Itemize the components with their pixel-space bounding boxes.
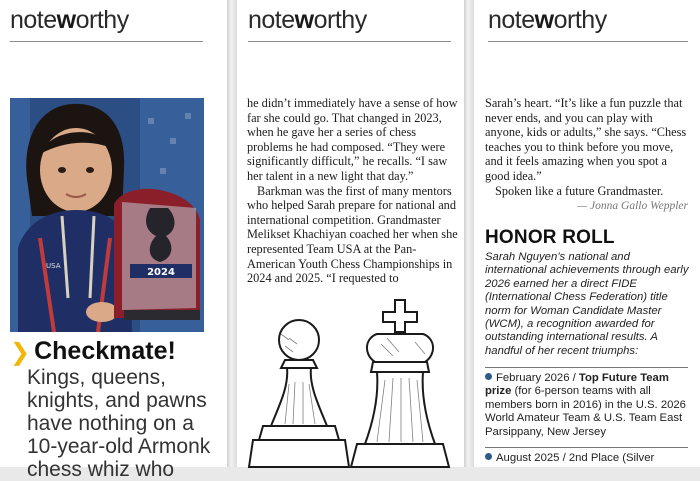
section-header: [248, 6, 367, 36]
chess-pieces-illustration: [245, 294, 457, 467]
article-deck: Kings, queens, knights, and pawns have nothing on a 10-year-old Armonk chess whiz who: [27, 366, 211, 481]
divider: [485, 367, 688, 368]
article-body: [485, 96, 688, 214]
article-title: Checkmate!: [34, 337, 176, 365]
article-body: [247, 96, 459, 286]
item-date: February 2026 /: [496, 372, 576, 384]
item-date: August 2025 /: [496, 452, 566, 464]
header-bold: w: [294, 6, 314, 34]
header-post: orthy: [313, 6, 367, 34]
body-paragraph: Spoken like a future Grandmaster.: [495, 183, 664, 198]
item-detail: 2nd Place (Silver: [565, 452, 655, 464]
header-pre: note: [10, 6, 57, 34]
honor-roll-item: [485, 372, 690, 439]
header-rule: [10, 41, 203, 42]
page-middle: [237, 0, 464, 467]
header-post: orthy: [75, 6, 129, 34]
header-rule: [248, 41, 451, 42]
trophy-year-text: 2024: [147, 267, 175, 278]
body-paragraph: he didn’t immediately have a sense of how far she could go. That changed in 2023, when he gave her a series of chess problems he had composed. “They were significantly difficult,” he recalls. “I saw her talent in a new light that day.”: [247, 96, 458, 183]
header-bold: w: [534, 6, 554, 34]
page-right: [474, 0, 700, 467]
page-gutter-right: [464, 0, 474, 467]
bullet-icon: [485, 453, 492, 460]
honor-roll-heading: HONOR ROLL: [485, 227, 615, 248]
page-gutter-left: [227, 0, 237, 467]
body-paragraph: Barkman was the first of many mentors who helped Sarah prepare for national and international competition. Grandmaster Melikset Khachiyan coached her when she represented Team USA at the Pan-American Youth Chess Championships in 2024 and 2025. “I requested to: [247, 183, 458, 286]
header-pre: note: [488, 6, 535, 34]
lanyard-text: USA: [46, 262, 61, 270]
divider: [485, 447, 688, 448]
header-bold: w: [56, 6, 76, 34]
article-title-row: [10, 339, 225, 364]
honor-roll-intro: Sarah Nguyen’s national and international achievements through early 2026 earned her a direct FIDE (International Chess Federation) title norm for Woman Candidate Master (WCM), a recognition awarded for outstanding international results. A handful of her recent triumphs:: [485, 251, 689, 357]
honor-roll-item: [485, 452, 690, 465]
body-paragraph: Sarah’s heart. “It’s like a fun puzzle that never ends, and you can play with anyone, kids or adults,” she says. “Chess teaches you to think before you move, and it feels amazing when you spot a good idea.”: [485, 96, 687, 183]
header-post: orthy: [553, 6, 607, 34]
item-detail: (for 6-person teams with all members born in 2016) in the U.S. 2026 World Amateur Team & U.S. Team East Parsippany, New Jersey: [485, 385, 686, 438]
item-award: Top Future Team prize: [485, 372, 669, 398]
header-rule: [488, 41, 688, 42]
author-byline: — Jonna Gallo Weppler: [576, 200, 688, 213]
girl-with-trophy-photo: [10, 98, 204, 332]
page-left: [0, 0, 227, 481]
bullet-icon: [485, 373, 492, 380]
section-header: [488, 6, 607, 36]
chevron-right-icon: ❯: [10, 337, 31, 366]
header-pre: note: [248, 6, 295, 34]
section-header: [10, 6, 129, 36]
